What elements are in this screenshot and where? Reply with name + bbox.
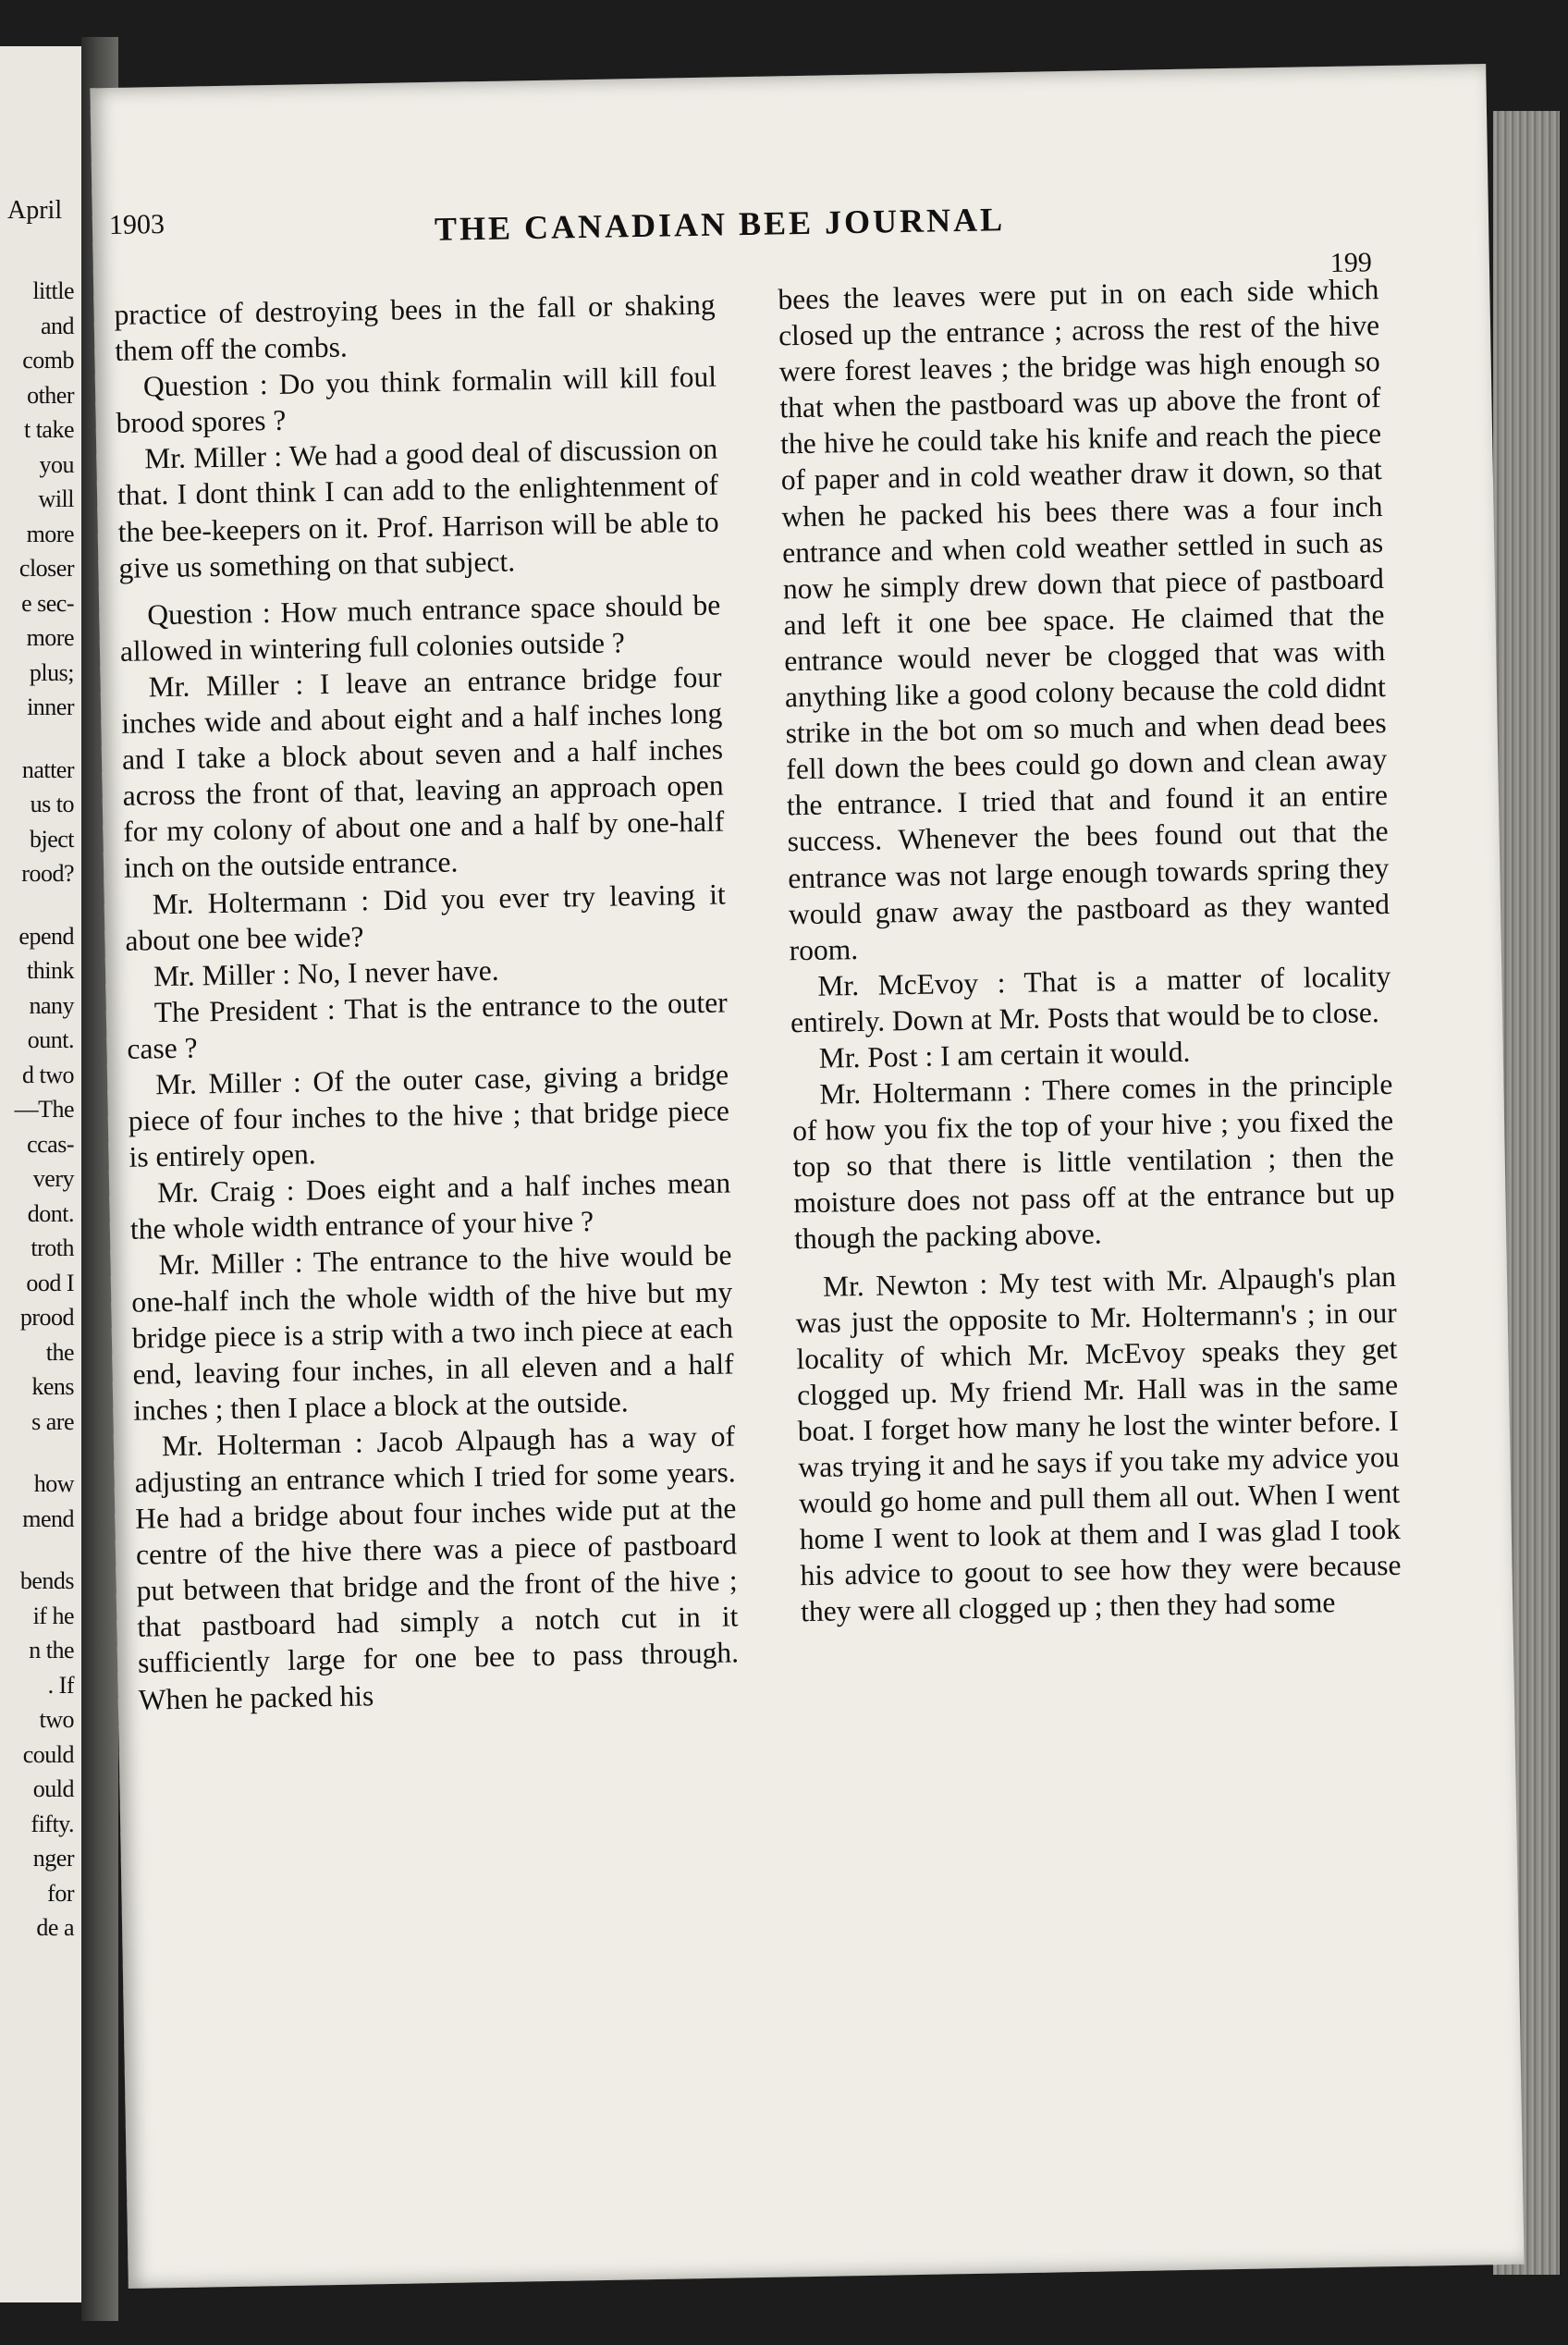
left-page-fragment: comb — [22, 347, 74, 374]
left-page-fragment: t take — [23, 416, 74, 443]
paragraph: Mr. Miller : I leave an entrance bridge four inches wide and about eight and a half inches long and I take a block about seven and a half inches across the front of that, leaving an approach open for my colony of about one and a half by one-half inch on the outside entrance. — [121, 660, 725, 885]
paragraph: Mr. Post : I am certain it would. — [818, 1035, 1191, 1074]
left-page-fragment: prood — [19, 1304, 74, 1331]
left-page-fragment: other — [27, 382, 74, 409]
left-page-fragment: . If — [47, 1672, 74, 1699]
text-column-right — [778, 271, 1402, 1630]
left-page-fragment: ccas- — [27, 1131, 74, 1158]
left-page-fragment: plus; — [29, 659, 74, 686]
left-page-fragment: s are — [31, 1408, 74, 1435]
paragraph: Question : How much entrance space should be allowed in wintering full colonies outside ? — [119, 588, 721, 668]
previous-page-edge — [0, 46, 81, 2302]
left-page-fragment: troth — [31, 1234, 74, 1261]
left-page-fragment: how — [33, 1470, 74, 1497]
paragraph: bees the leaves were put in on each side which closed up the entrance ; across the rest of the hive were forest leaves ; the bridge was high enough so that when the pastboard was up above the front of the hive he could take his knife and reach the piece of paper and in cold weather draw it down, so that when he packed his bees there was a four inch entrance and when cold weather settled in such as now he simply drew down that piece of pastboard and left it one bee space. He claimed that the entrance would never be clogged that was with anything like a good colony because the cold didnt strike in the bot om so much and when dead bees fell down the bees could go down and clean away the entrance. I tried that and found it an entire success. Whenever the bees found out that the entrance was not large enough towards spring they would gnaw away the pastboard as they wanted room. — [778, 273, 1390, 966]
left-page-fragment: little — [32, 277, 74, 304]
paragraph: practice of destroying bees in the fall or shaking them off the combs. — [114, 288, 716, 368]
left-page-fragment: nger — [32, 1845, 74, 1872]
left-page-fragment: could — [22, 1741, 74, 1768]
left-page-fragment: ount. — [27, 1026, 74, 1053]
left-page-fragment: rood? — [21, 860, 74, 887]
paragraph: The President : That is the entrance to the outer case ? — [127, 986, 729, 1065]
left-page-fragment: e sec- — [21, 590, 74, 617]
left-page-header: April — [7, 196, 63, 225]
left-page-fragment: bject — [29, 826, 74, 853]
text-column-left — [114, 287, 740, 1718]
left-page-fragment: n the — [29, 1637, 74, 1664]
paragraph: Mr. McEvoy : That is a matter of locality entirely. Down at Mr. Posts that would be to close. — [790, 959, 1391, 1039]
left-page-fragment: think — [27, 957, 74, 984]
left-page-fragment: for — [47, 1880, 74, 1907]
left-page-fragment: two — [39, 1706, 74, 1733]
left-page-fragment: the — [45, 1339, 74, 1366]
left-page-fragment: kens — [31, 1373, 74, 1400]
left-page-fragment: inner — [27, 694, 74, 720]
left-page-fragment: ould — [32, 1775, 74, 1802]
paragraph: Mr. Miller : We had a good deal of discussion on that. I dont think I can add to the enlightenment of the bee-keepers on it. Prof. Harrison will be able to give us something on that subject. — [116, 432, 719, 584]
left-page-fragment: dont. — [27, 1200, 74, 1227]
paragraph: Mr. Holterman : Jacob Alpaugh has a way of adjusting an entrance which I tried for some years. He had a bridge about four inches wide put at the centre of the hive there was a piece of pastboard put between that bridge and the front of the hive ; that pastboard had simply a notch cut in it sufficiently large for one bee to pass through. When he packed his — [134, 1419, 740, 1716]
left-page-fragment: mend — [22, 1505, 74, 1532]
left-page-fragment: nany — [29, 992, 74, 1019]
left-page-fragment: —The — [14, 1096, 74, 1123]
left-page-fragment: very — [32, 1165, 74, 1192]
left-page-fragment: natter — [21, 756, 74, 783]
left-page-fragment: will — [38, 485, 74, 512]
paragraph: Mr. Holtermann : There comes in the principle of how you fix the top of your hive ; you fixed the top so that there is little ventilation ; then the moisture does not pass off at the entrance but up though the packing above. — [791, 1067, 1395, 1256]
left-page-fragment: you — [39, 451, 74, 478]
paragraph: Mr. Miller : Of the outer case, giving a bridge piece of four inches to the hive ; that bridge piece is entirely open. — [128, 1058, 730, 1173]
left-page-fragment: more — [26, 624, 74, 651]
left-page-fragment: ood I — [26, 1270, 74, 1296]
paragraph: Mr. Miller : The entrance to the hive would be one-half inch the whole width of the hive but my bridge piece is a strip with a two inch piece at each end, leaving four inches, in all eleven and a half inches ; then I place a block at the outside. — [130, 1238, 734, 1427]
paragraph: Mr. Miller : No, I never have. — [153, 953, 499, 992]
page-number: 199 — [1329, 247, 1373, 278]
paragraph: Question : Do you think formalin will kill foul brood spores ? — [116, 360, 717, 440]
left-page-fragment: more — [26, 521, 74, 547]
left-page-fragment: and — [40, 313, 74, 339]
left-page-fragment: if he — [32, 1602, 74, 1629]
left-page-fragment: de a — [36, 1914, 74, 1941]
journal-title: THE CANADIAN BEE JOURNAL — [434, 201, 1006, 248]
paragraph: Mr. Newton : My test with Mr. Alpaugh's plan was just the opposite to Mr. Holtermann's ; in our locality of which Mr. McEvoy speaks they get clogged up. My friend Mr. Hall was in the same boat. I forget how many he lost the winter before. I was trying it and he says if you take my advice you would go home and pull them all out. When I went home I went to look at them and I was glad I took his advice to goout to see how they were because they were all clogged up ; then they had some — [795, 1259, 1402, 1628]
paragraph: Mr. Craig : Does eight and a half inches mean the whole width entrance of your hive ? — [129, 1166, 731, 1246]
left-page-fragment: closer — [18, 555, 74, 582]
left-page-fragment: epend — [18, 923, 74, 950]
page-year: 1903 — [108, 208, 165, 241]
journal-page — [90, 64, 1524, 2289]
left-page-fragment: bends — [19, 1567, 74, 1594]
left-page-fragment: us to — [30, 791, 74, 817]
left-page-fragment: d two — [22, 1062, 74, 1088]
left-page-fragment: fifty. — [31, 1811, 74, 1837]
paragraph: Mr. Holtermann : Did you ever try leaving it about one bee wide? — [125, 877, 726, 957]
